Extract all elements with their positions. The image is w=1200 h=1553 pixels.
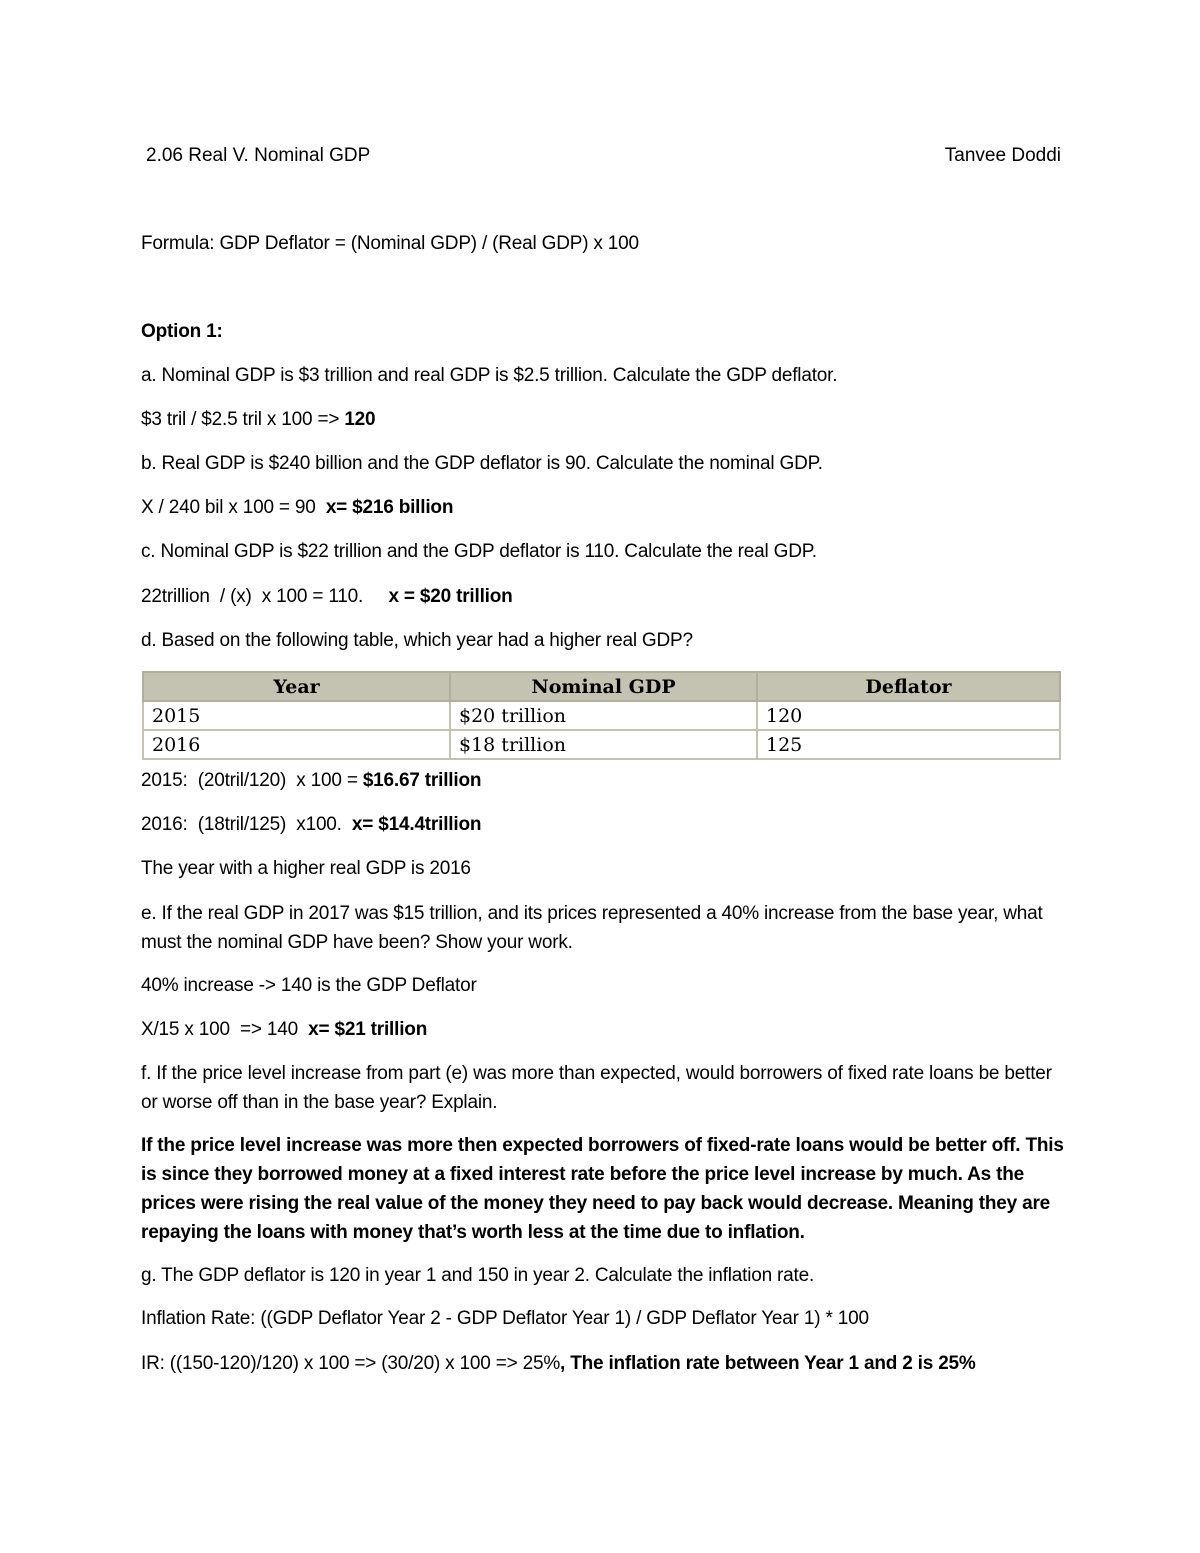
answer-d-result-1: $16.67 trillion — [362, 770, 482, 791]
table-header-nominal-gdp: Nominal GDP — [450, 672, 757, 701]
answer-d-work-2: 2016: (18tril/125) x100. — [141, 814, 352, 835]
answer-e-result: x= $21 trillion — [308, 1019, 428, 1040]
question-a: a. Nominal GDP is $3 trillion and real GDP is $2.5 trillion. Calculate the GDP deflator. — [141, 365, 838, 386]
answer-g-formula: Inflation Rate: ((GDP Deflator Year 2 - GDP Deflator Year 1) / GDP Deflator Year 1) * 100 — [141, 1308, 869, 1329]
table-header-year: Year — [143, 672, 450, 701]
answer-g-result: , The inflation rate between Year 1 and 2 is 25% — [560, 1353, 976, 1374]
option-heading: Option 1: — [141, 321, 223, 342]
answer-d-line-2 — [141, 811, 481, 839]
question-d: d. Based on the following table, which year had a higher real GDP? — [141, 630, 693, 651]
answer-c-line — [141, 583, 513, 611]
answer-g-line — [141, 1350, 976, 1378]
answer-b-result: x= $216 billion — [325, 497, 454, 518]
answer-a-result: 120 — [344, 409, 376, 430]
option-heading-line — [141, 318, 223, 346]
answer-c-work: 22trillion / (x) x 100 = 110. — [141, 586, 389, 607]
table-header-deflator: Deflator — [757, 672, 1060, 701]
answer-e-line — [141, 1016, 427, 1044]
answer-d-line-1 — [141, 767, 481, 795]
table-cell-deflator: 120 — [757, 701, 1060, 730]
table-cell-year: 2016 — [143, 730, 450, 759]
answer-b-line — [141, 494, 453, 522]
table-header-row — [143, 672, 1060, 701]
answer-e-work-1: 40% increase -> 140 is the GDP Deflator — [141, 975, 477, 996]
answer-a-work: $3 tril / $2.5 tril x 100 => — [141, 409, 345, 430]
formula-text: Formula: GDP Deflator = (Nominal GDP) / (Real GDP) x 100 — [141, 233, 639, 254]
question-g: g. The GDP deflator is 120 in year 1 and 150 in year 2. Calculate the inflation rate. — [141, 1265, 815, 1286]
question-c: c. Nominal GDP is $22 trillion and the GDP deflator is 110. Calculate the real GDP. — [141, 541, 817, 562]
answer-d-work-1: 2015: (20tril/120) x 100 = — [141, 770, 363, 791]
answer-e-work-2: X/15 x 100 => 140 — [141, 1019, 309, 1040]
answer-c-result: x = $20 trillion — [388, 586, 513, 607]
table-cell-nominal-gdp: $20 trillion — [450, 701, 757, 730]
answer-d-result-2: x= $14.4trillion — [351, 814, 482, 835]
table-cell-nominal-gdp: $18 trillion — [450, 730, 757, 759]
table-row — [143, 730, 1060, 759]
author-name: Tanvee Doddi — [944, 145, 1061, 166]
answer-d-conclusion: The year with a higher real GDP is 2016 — [141, 858, 471, 879]
answer-b-work: X / 240 bil x 100 = 90 — [141, 497, 326, 518]
answer-g-work: IR: ((150-120)/120) x 100 => (30/20) x 100 => 25% — [141, 1353, 561, 1374]
table-cell-deflator: 125 — [757, 730, 1060, 759]
question-b: b. Real GDP is $240 billion and the GDP deflator is 90. Calculate the nominal GDP. — [141, 453, 823, 474]
answer-a-line — [141, 406, 375, 434]
question-e: e. If the real GDP in 2017 was $15 trillion, and its prices represented a 40% increase from the base year, what must the nominal GDP have been? Show your work. — [141, 903, 1043, 953]
answer-f: If the price level increase was more then expected borrowers of fixed-rate loans would be better off. This is since they borrowed money at a fixed interest rate before the price level increase by much. As the prices were rising the real value of the money they need to pay back would decrease. Meaning they are repaying the loans with money that’s worth less at the time due to inflation. — [141, 1135, 1064, 1243]
table-row — [143, 701, 1060, 730]
table-cell-year: 2015 — [143, 701, 450, 730]
document-title: 2.06 Real V. Nominal GDP — [146, 145, 371, 166]
question-f: f. If the price level increase from part (e) was more than expected, would borrowers of fixed rate loans be better or worse off than in the base year? Explain. — [141, 1063, 1052, 1113]
gdp-table — [142, 671, 1061, 760]
